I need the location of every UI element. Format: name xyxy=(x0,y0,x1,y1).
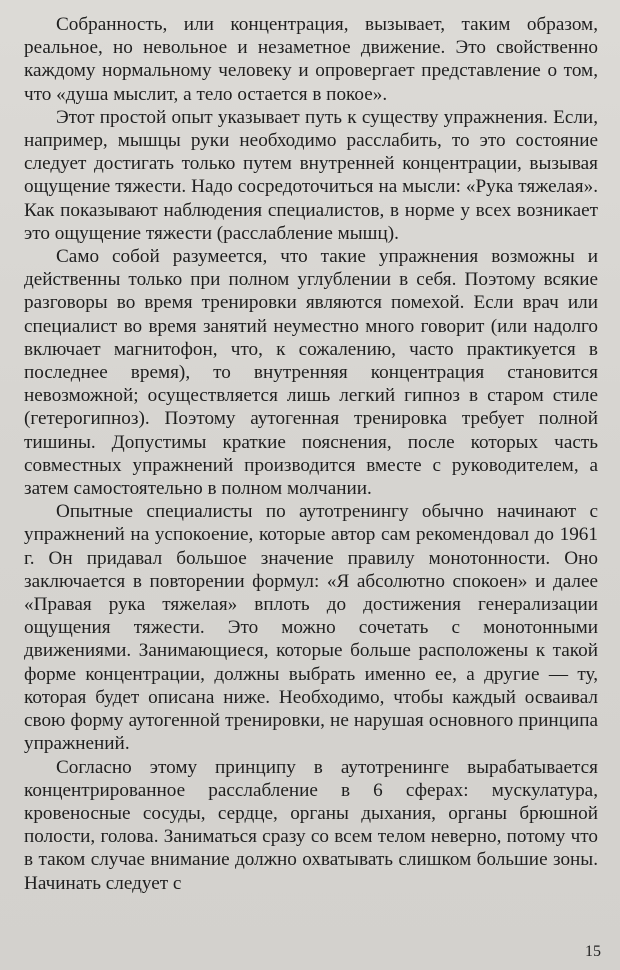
paragraph-concentration: Собранность, или концентрация, вызывает, таким образом, реальное, но невольное и незаметное движение. Это свойственно каждому нормальному человеку и опровергает представление о том, что «душа мыслит, а тело остается в покое». xyxy=(24,14,598,105)
paragraph-silence: Само собой разумеется, что такие упражнения возможны и действенны только при полном углублении в себя. Поэтому всякие разговоры во время тренировки являются помехой. Если врач или специалист во время занятий неуместно много говорит (или надолго включает магнитофон, что, к сожалению, часто практикуется в последнее время), то внутренняя концентрация становится невозможной; осуществляется лишь легкий гипноз в старом стиле (гетерогипноз). Поэтому аутогенная тренировка требует полной тишины. Допустимы краткие пояснения, после которых часть совместных упражнений производится вместе с руководителем, а затем самостоятельно в полном молчании. xyxy=(24,246,598,500)
paragraph-experienced-specialists: Опытные специалисты по аутотренингу обычно начинают с упражнений на успокоение, которые автор сам рекомендовал до 1961 г. Он придавал большое значение правилу монотонности. Оно заключается в повторении формул: «Я абсолютно спокоен» и далее «Правая рука тяжелая» вплоть до достижения генерализации ощущения тяжести. Это можно сочетать с монотонными движениями. Занимающиеся, которые больше расположены к такой форме концентрации, должны выбрать именно ее, а другие — ту, которая будет описана ниже. Необходимо, чтобы каждый осваивал свою форму аутогенной тренировки, не нарушая основного принципа упражнений. xyxy=(24,501,598,755)
page-number: 15 xyxy=(585,943,601,960)
paragraph-six-spheres: Согласно этому принципу в аутотренинге вырабатывается концентрированное расслабление в 6 сферах: мускулатура, кровеносные сосуды, сердце, органы дыхания, органы брюшной полости, голова. Заниматься сразу со всем телом неверно, потому что в таком случае внимание должно охватывать слишком большие зоны. Начинать следует с xyxy=(24,756,598,894)
paragraph-simple-experiment: Этот простой опыт указывает путь к существу упражнения. Если, например, мышцы руки необходимо расслабить, то это состояние следует достигать только путем внутренней концентрации, вызывая ощущение тяжести. Надо сосредоточиться на мысли: «Рука тяжелая». Как показывают наблюдения специалистов, в норме у всех возникает это ощущение тяжести (расслабление мышц). xyxy=(24,106,598,244)
body-text xyxy=(24,13,598,895)
